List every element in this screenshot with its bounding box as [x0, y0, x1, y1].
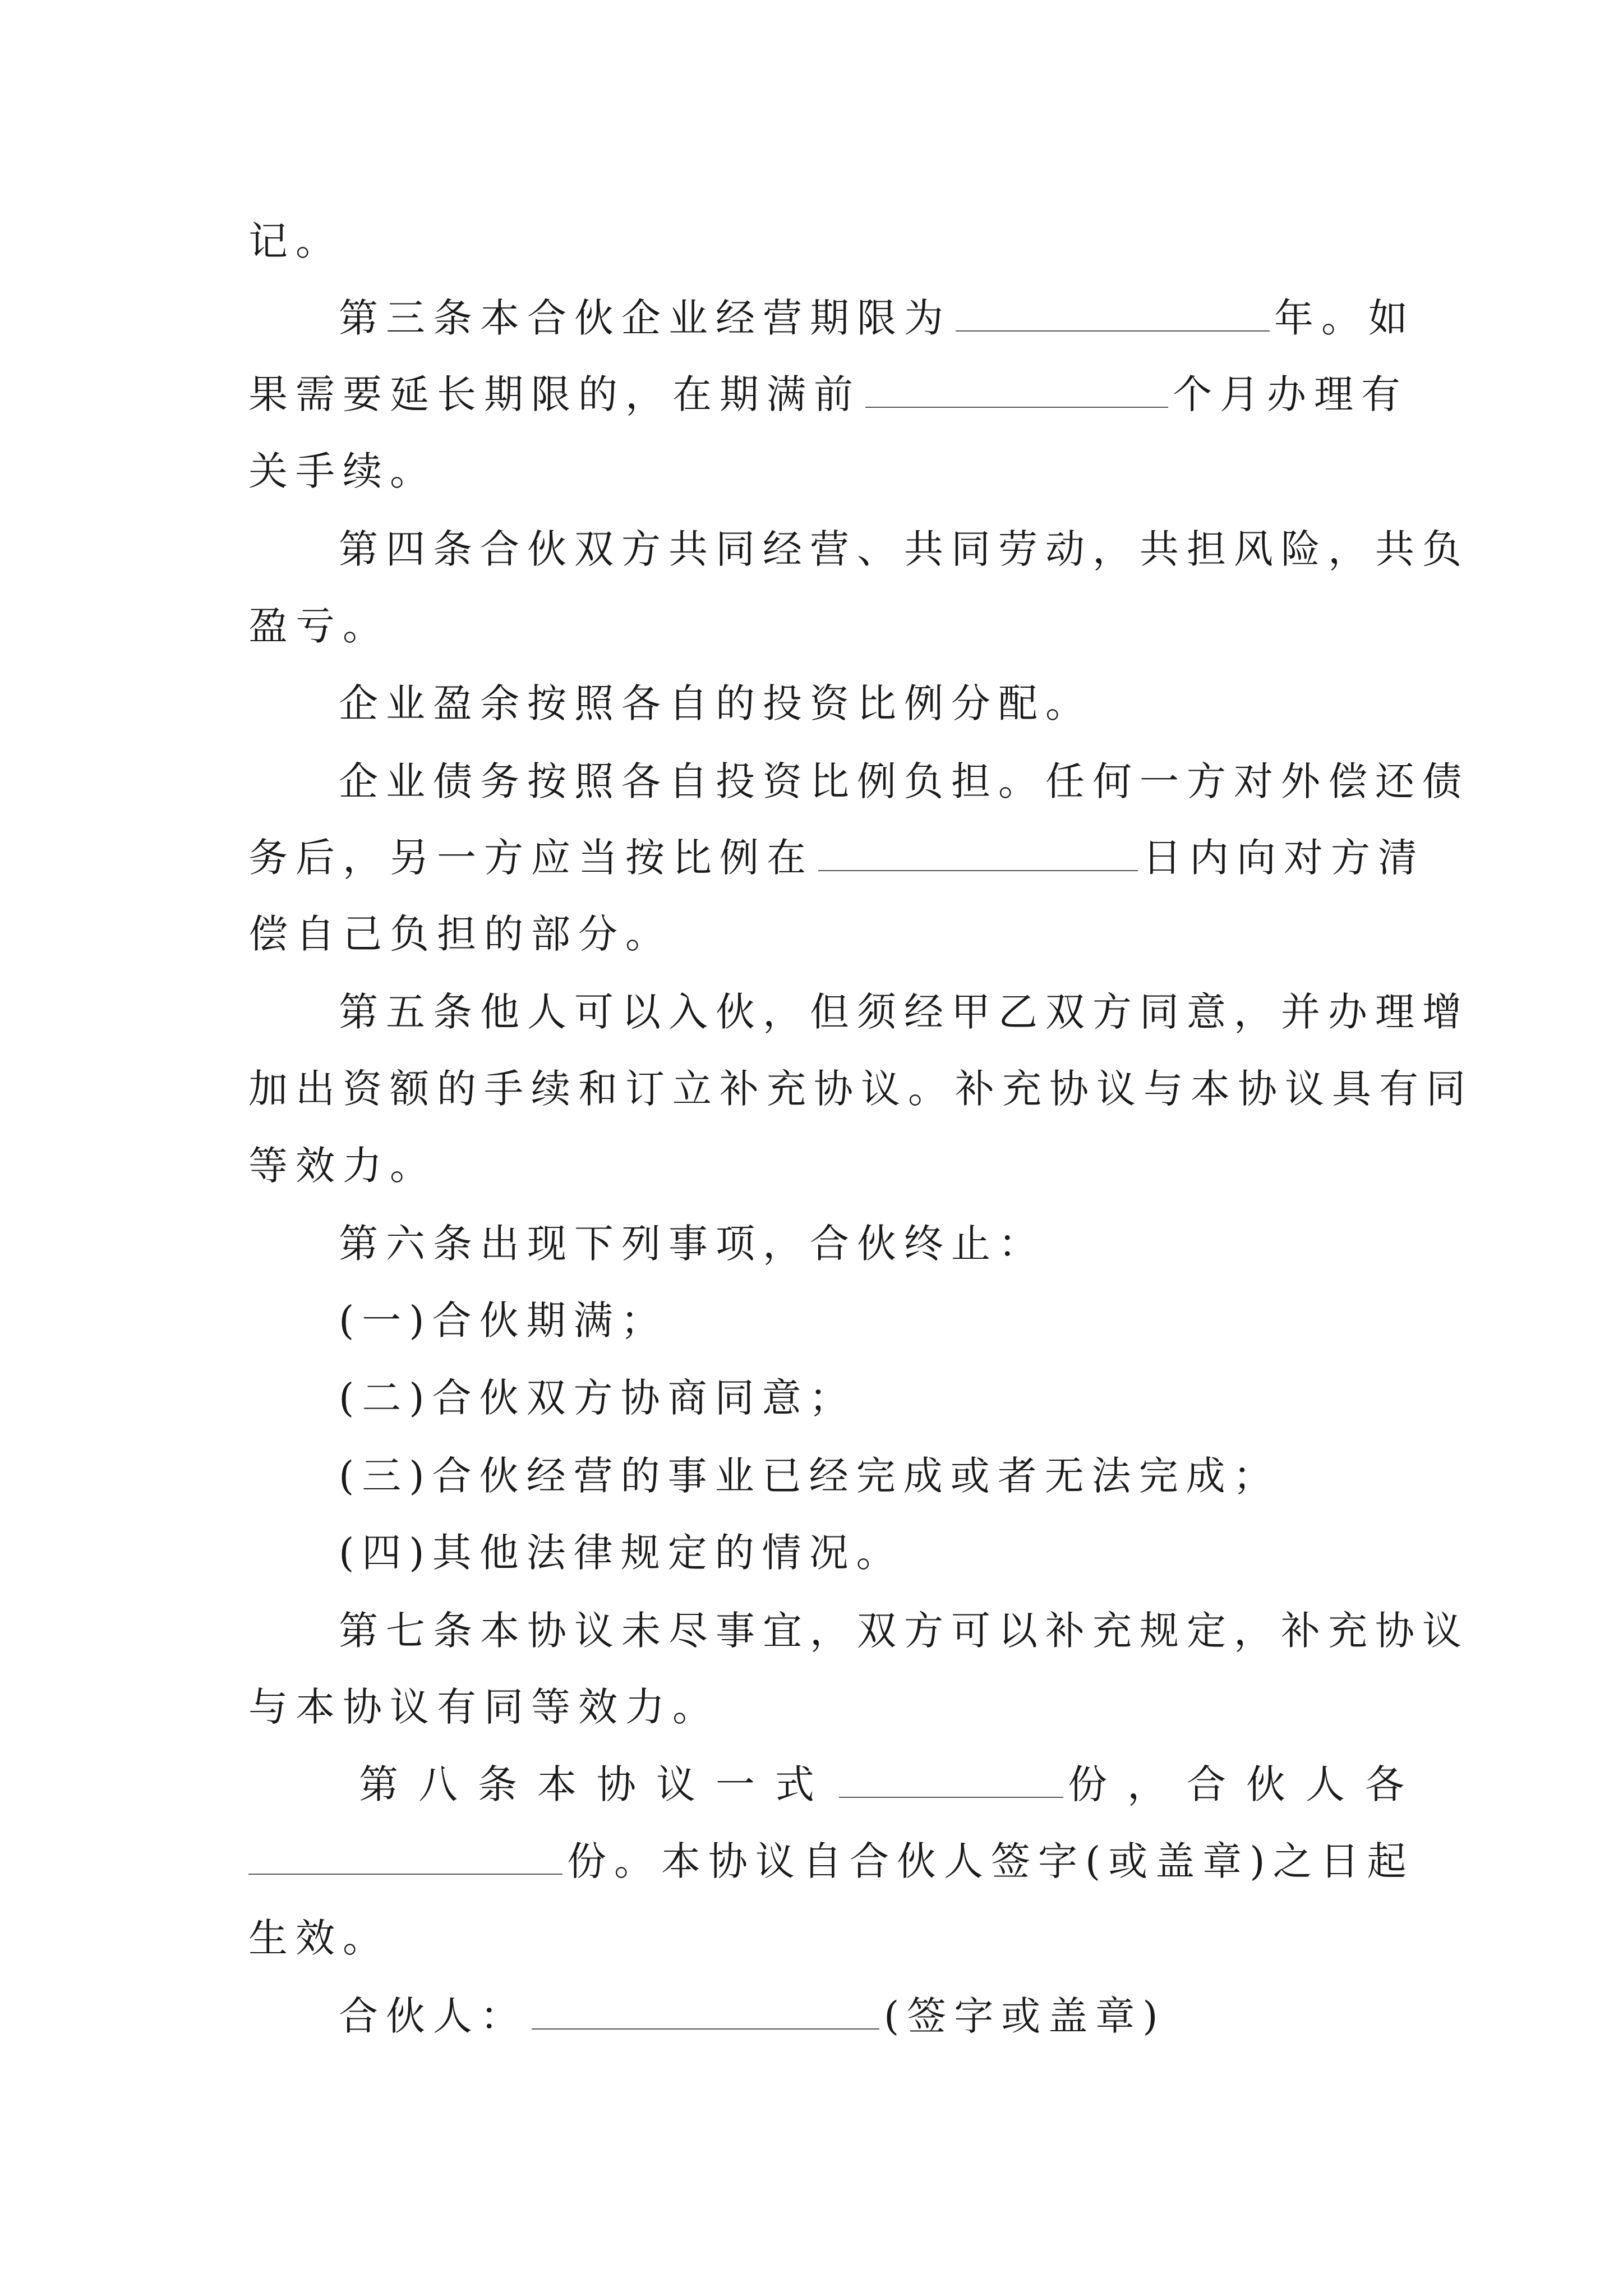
text: 偿自己负担的部分。	[248, 911, 672, 957]
text-line	[339, 739, 1469, 823]
article-7-line-1	[339, 1589, 1469, 1673]
article-5-line-1	[339, 970, 1469, 1054]
text: 果需要延长期限的，在期满前	[248, 371, 861, 417]
copies-each-blank[interactable]	[248, 1837, 562, 1875]
list-item	[339, 1511, 1382, 1595]
article-8-line-1	[359, 1742, 1424, 1826]
text: (签字或盖章)	[884, 1993, 1166, 2039]
copies-total-blank[interactable]	[839, 1760, 1063, 1798]
text: 份，合伙人各	[1068, 1761, 1424, 1807]
text: 第六条出现下列事项，合伙终止：	[339, 1221, 1045, 1267]
text: 第四条合伙双方共同经营、共同劳动，共担风险，共负	[339, 526, 1469, 572]
text: 务后，另一方应当按比例在	[248, 835, 814, 881]
text: 个月办理有	[1173, 371, 1408, 417]
article-8-line-2	[248, 1819, 1414, 1903]
text: 第八条本协议一式	[359, 1761, 834, 1807]
text: 第三条本合伙企业经营期限为	[339, 295, 951, 341]
article-4-line-1	[339, 507, 1469, 591]
term-years-blank[interactable]	[956, 293, 1270, 332]
partner-signature-blank[interactable]	[532, 1991, 879, 2030]
text: (三)合伙经营的事业已经完成或者无法完成；	[339, 1453, 1280, 1499]
text-line	[248, 1124, 1381, 1208]
article-6-heading	[339, 1202, 1382, 1286]
text-line	[339, 661, 1382, 746]
article-3-line-2	[248, 352, 1408, 436]
text: 年。如	[1274, 295, 1415, 341]
text: 与本协议有同等效力。	[248, 1684, 720, 1730]
text: 第五条他人可以入伙，但须经甲乙双方同意，并办理增	[339, 989, 1469, 1035]
text: 加出资额的手续和订立补充协议。补充协议与本协议具有同	[248, 1066, 1473, 1112]
text: (四)其他法律规定的情况。	[339, 1530, 903, 1576]
text-line	[248, 1665, 1381, 1749]
text: 记。	[248, 218, 343, 264]
text: 日内向对方清	[1142, 835, 1425, 881]
text: (一)合伙期满；	[339, 1297, 668, 1343]
text: 企业债务按照各自投资比例负担。任何一方对外偿还债	[339, 758, 1469, 804]
text-line	[248, 584, 1381, 668]
list-item	[339, 1278, 1382, 1363]
text: 第七条本协议未尽事宜，双方可以补充规定，补充协议	[339, 1608, 1469, 1654]
text: 等效力。	[248, 1143, 437, 1189]
repayment-days-blank[interactable]	[818, 833, 1138, 871]
list-item	[339, 1356, 1382, 1440]
text: 生效。	[248, 1915, 390, 1961]
article-5-line-2	[248, 1047, 1473, 1131]
text: (二)合伙双方协商同意；	[339, 1375, 856, 1421]
article-3-line-1	[339, 276, 1415, 360]
text: 合伙人：	[339, 1993, 527, 2039]
text: 盈亏。	[248, 603, 390, 649]
text-line	[248, 429, 1381, 513]
text: 份。本协议自合伙人签字(或盖章)之日起	[567, 1838, 1414, 1884]
text: 关手续。	[248, 448, 437, 494]
text-line	[248, 199, 1381, 283]
text: 企业盈余按照各自的投资比例分配。	[339, 680, 1092, 726]
debt-clause-line	[248, 816, 1425, 900]
text-line	[248, 892, 1381, 976]
extension-months-blank[interactable]	[865, 370, 1168, 408]
text-line	[248, 1896, 1381, 1980]
signature-line	[339, 1974, 1382, 2058]
list-item	[339, 1434, 1382, 1518]
